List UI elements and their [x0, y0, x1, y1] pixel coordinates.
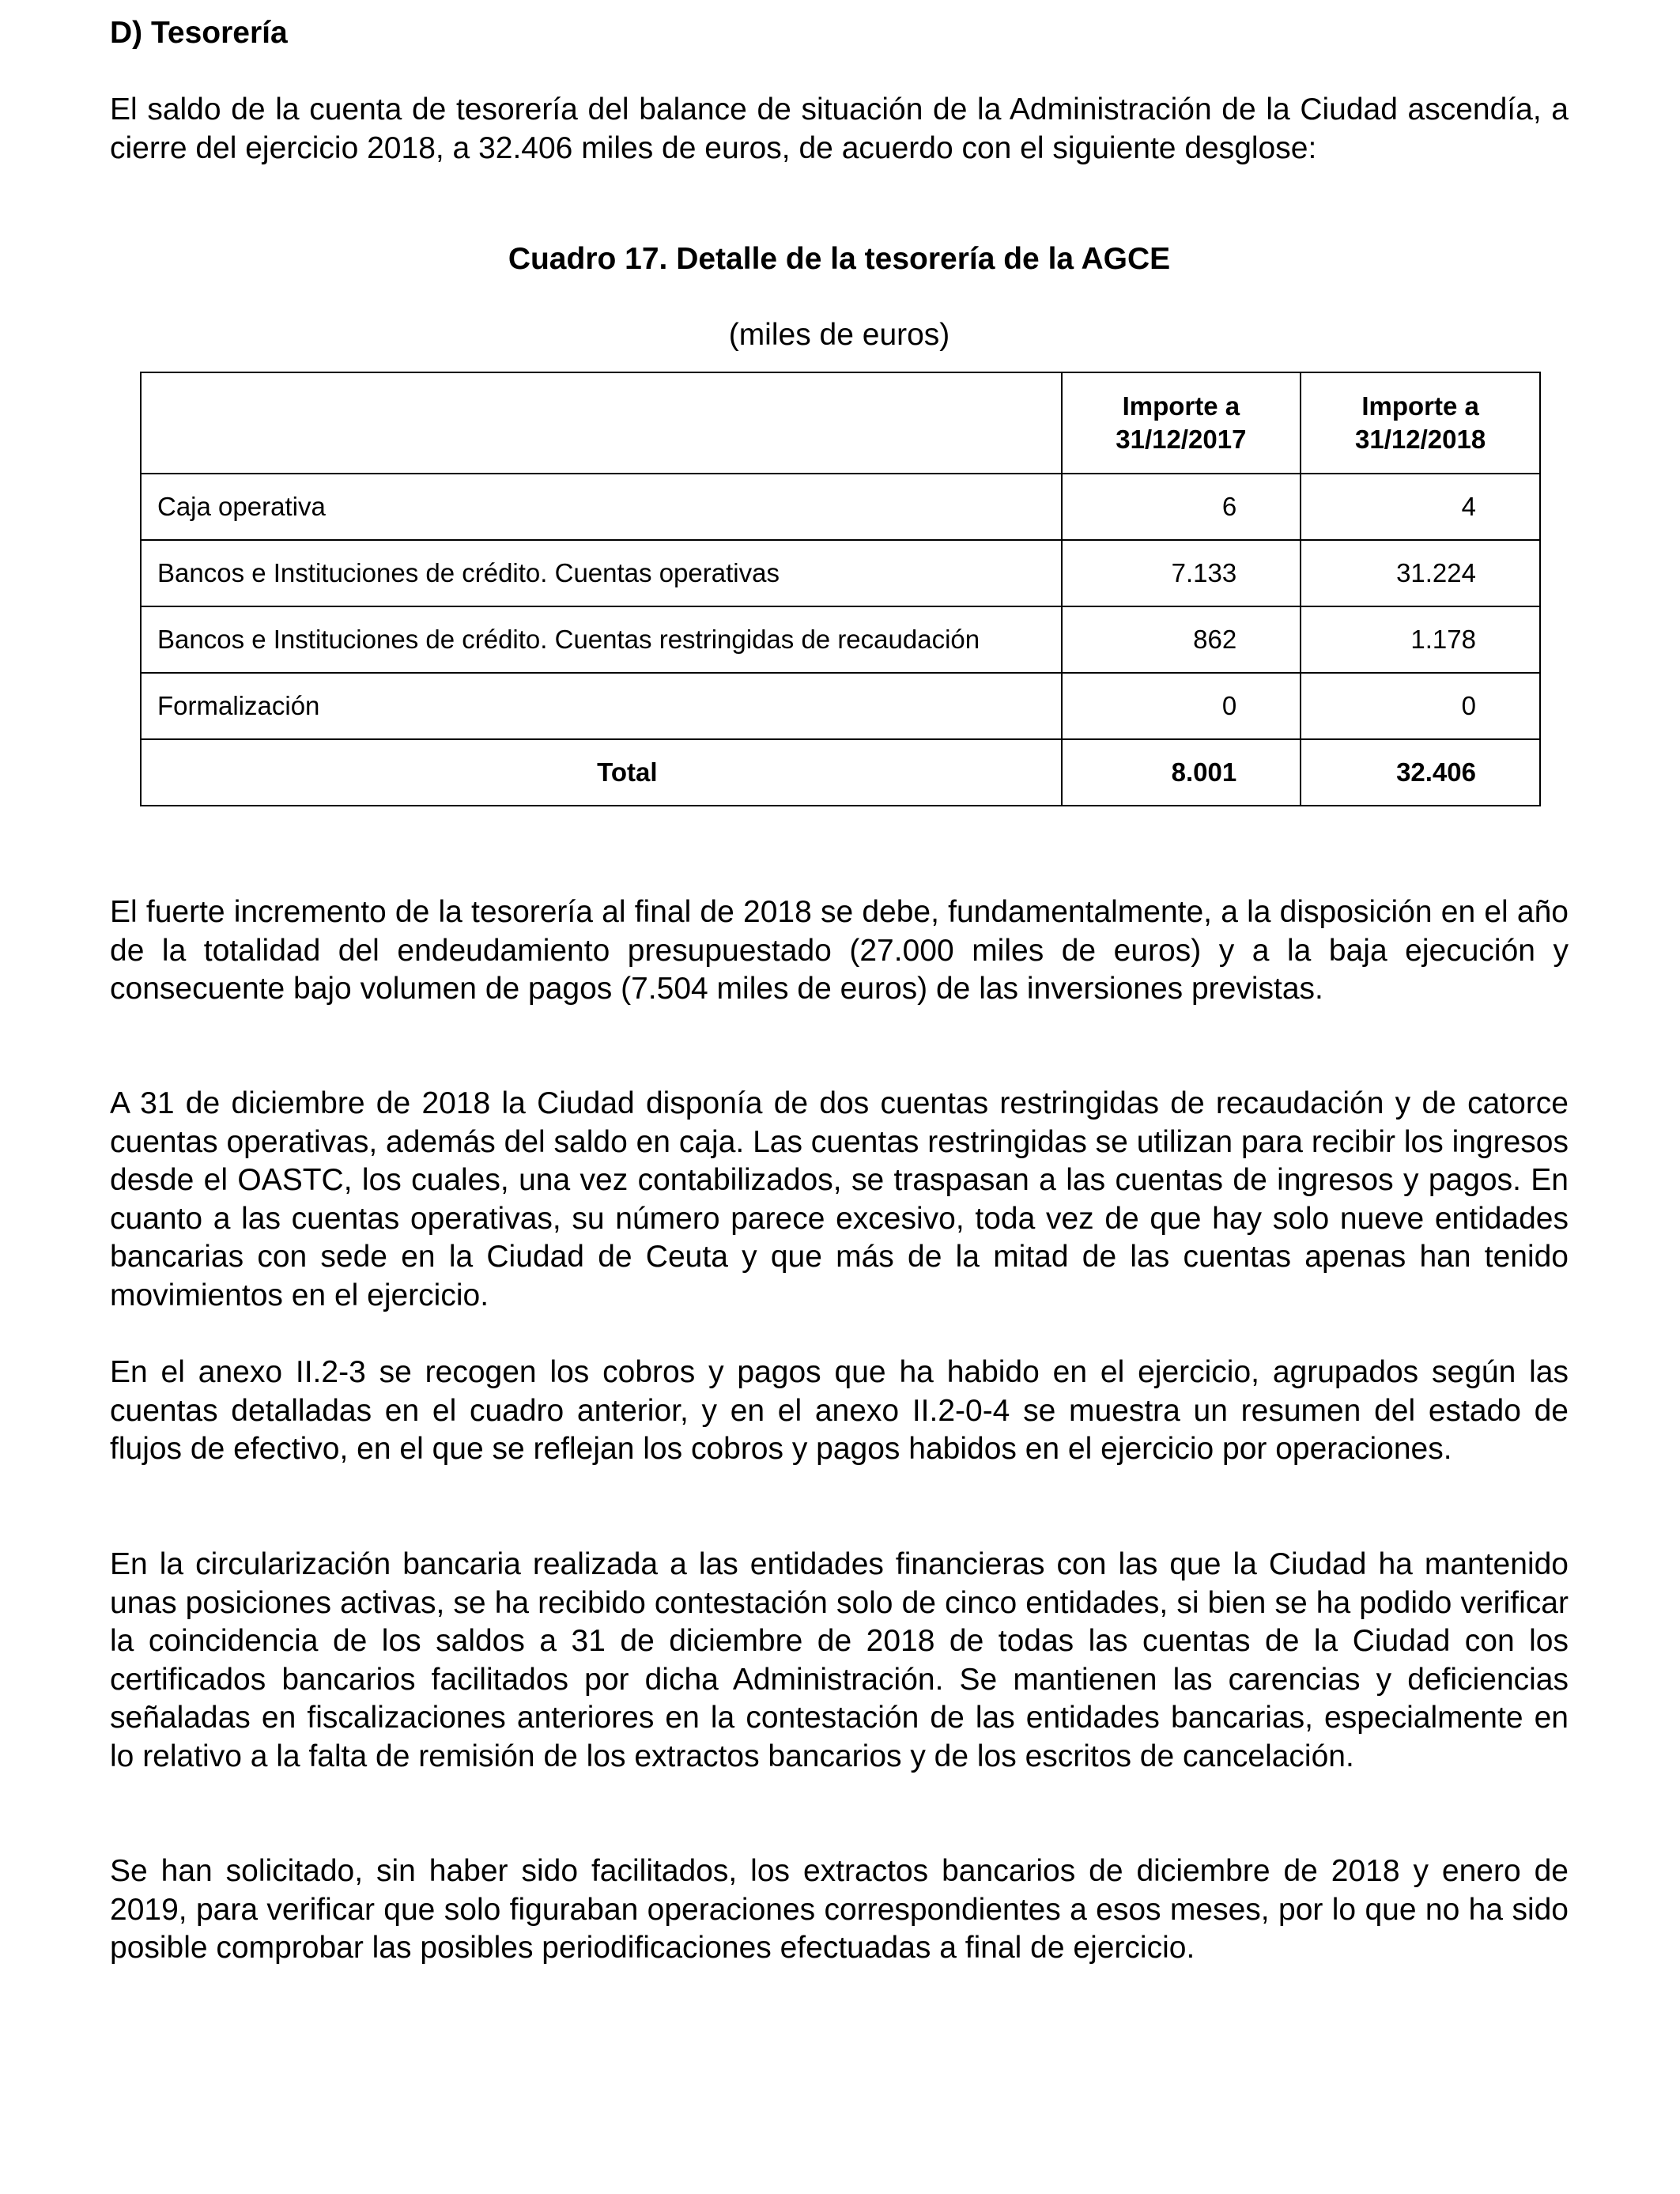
- row-value-2017: 7.133: [1062, 540, 1301, 606]
- paragraph: Se han solicitado, sin haber sido facilitados, los extractos bancarios de diciembre de 2018 y enero de 2019, para verificar que solo figuraban operaciones correspondientes a esos meses, por lo que no ha sido posible comprobar las posibles periodificaciones efectuadas a final de ejercicio.: [110, 1854, 1569, 1966]
- row-value-2018: 4: [1301, 474, 1540, 540]
- total-value-2018: 32.406: [1301, 739, 1540, 806]
- row-concept: Caja operativa: [141, 474, 1062, 540]
- row-value-2018: 0: [1301, 673, 1540, 739]
- total-label: Total: [141, 739, 1062, 806]
- row-value-2018: 31.224: [1301, 540, 1540, 606]
- paragraph: En la circularización bancaria realizada a las entidades financieras con las que la Ciudad ha mantenido unas posiciones activas, se ha recibido contestación solo de cinco entidades, si bien se ha podido verificar la coincidencia de los saldos a 31 de diciembre de 2018 de todas las cuentas de la Ciudad con los certificados bancarios facilitados por dicha Administración. Se mantienen las carencias y deficiencias señaladas en fiscalizaciones anteriores en la contestación de las entidades bancarias, especialmente en lo relativo a la falta de remisión de los extractos bancarios y de los escritos de cancelación.: [110, 1547, 1569, 1773]
- total-value-2017: 8.001: [1062, 739, 1301, 806]
- table-units: (miles de euros): [728, 318, 950, 352]
- header-2018: Importe a 31/12/2018: [1301, 372, 1540, 474]
- table-row: [141, 606, 1540, 673]
- paragraph: El fuerte incremento de la tesorería al final de 2018 se debe, fundamentalmente, a la disposición en el año de la totalidad del endeudamiento presupuestado (27.000 miles de euros) y a la baja ejecución y consecuente bajo volumen de pagos (7.504 miles de euros) de las inversiones previstas.: [110, 895, 1569, 1006]
- table-header-row: [141, 372, 1540, 474]
- table-total-row: [141, 739, 1540, 806]
- row-value-2018: 1.178: [1301, 606, 1540, 673]
- treasury-table: [140, 372, 1541, 806]
- table-row: [141, 540, 1540, 606]
- paragraph: A 31 de diciembre de 2018 la Ciudad disponía de dos cuentas restringidas de recaudación y de catorce cuentas operativas, además del saldo en caja. Las cuentas restringidas se utilizan para recibir los ingresos desde el OASTC, los cuales, una vez contabilizados, se traspasan a las cuentas de ingresos y pagos. En cuanto a las cuentas operativas, su número parece excesivo, toda vez de que hay solo nueve entidades bancarias con sede en la Ciudad de Ceuta y que más de la mitad de las cuentas apenas han tenido movimientos en el ejercicio.: [110, 1086, 1569, 1312]
- row-value-2017: 862: [1062, 606, 1301, 673]
- table-row: [141, 474, 1540, 540]
- row-concept: Bancos e Instituciones de crédito. Cuentas restringidas de recaudación: [141, 606, 1062, 673]
- intro-paragraph: El saldo de la cuenta de tesorería del balance de situación de la Administración de la Ciudad ascendía, a cierre del ejercicio 2018, a 32.406 miles de euros, de acuerdo con el siguiente desglose:: [110, 93, 1569, 165]
- row-value-2017: 0: [1062, 673, 1301, 739]
- paragraph: En el anexo II.2-3 se recogen los cobros y pagos que ha habido en el ejercicio, agrupados según las cuentas detalladas en el cuadro anterior, y en el anexo II.2-0-4 se muestra un resumen del estado de flujos de efectivo, en el que se reflejan los cobros y pagos habidos en el ejercicio por operaciones.: [110, 1355, 1569, 1467]
- row-value-2017: 6: [1062, 474, 1301, 540]
- section-heading: D) Tesorería: [110, 16, 288, 50]
- table-title: Cuadro 17. Detalle de la tesorería de la AGCE: [508, 242, 1171, 276]
- row-concept: Formalización: [141, 673, 1062, 739]
- header-2017: Importe a 31/12/2017: [1062, 372, 1301, 474]
- table-row: [141, 673, 1540, 739]
- row-concept: Bancos e Instituciones de crédito. Cuentas operativas: [141, 540, 1062, 606]
- header-concept: [141, 372, 1062, 474]
